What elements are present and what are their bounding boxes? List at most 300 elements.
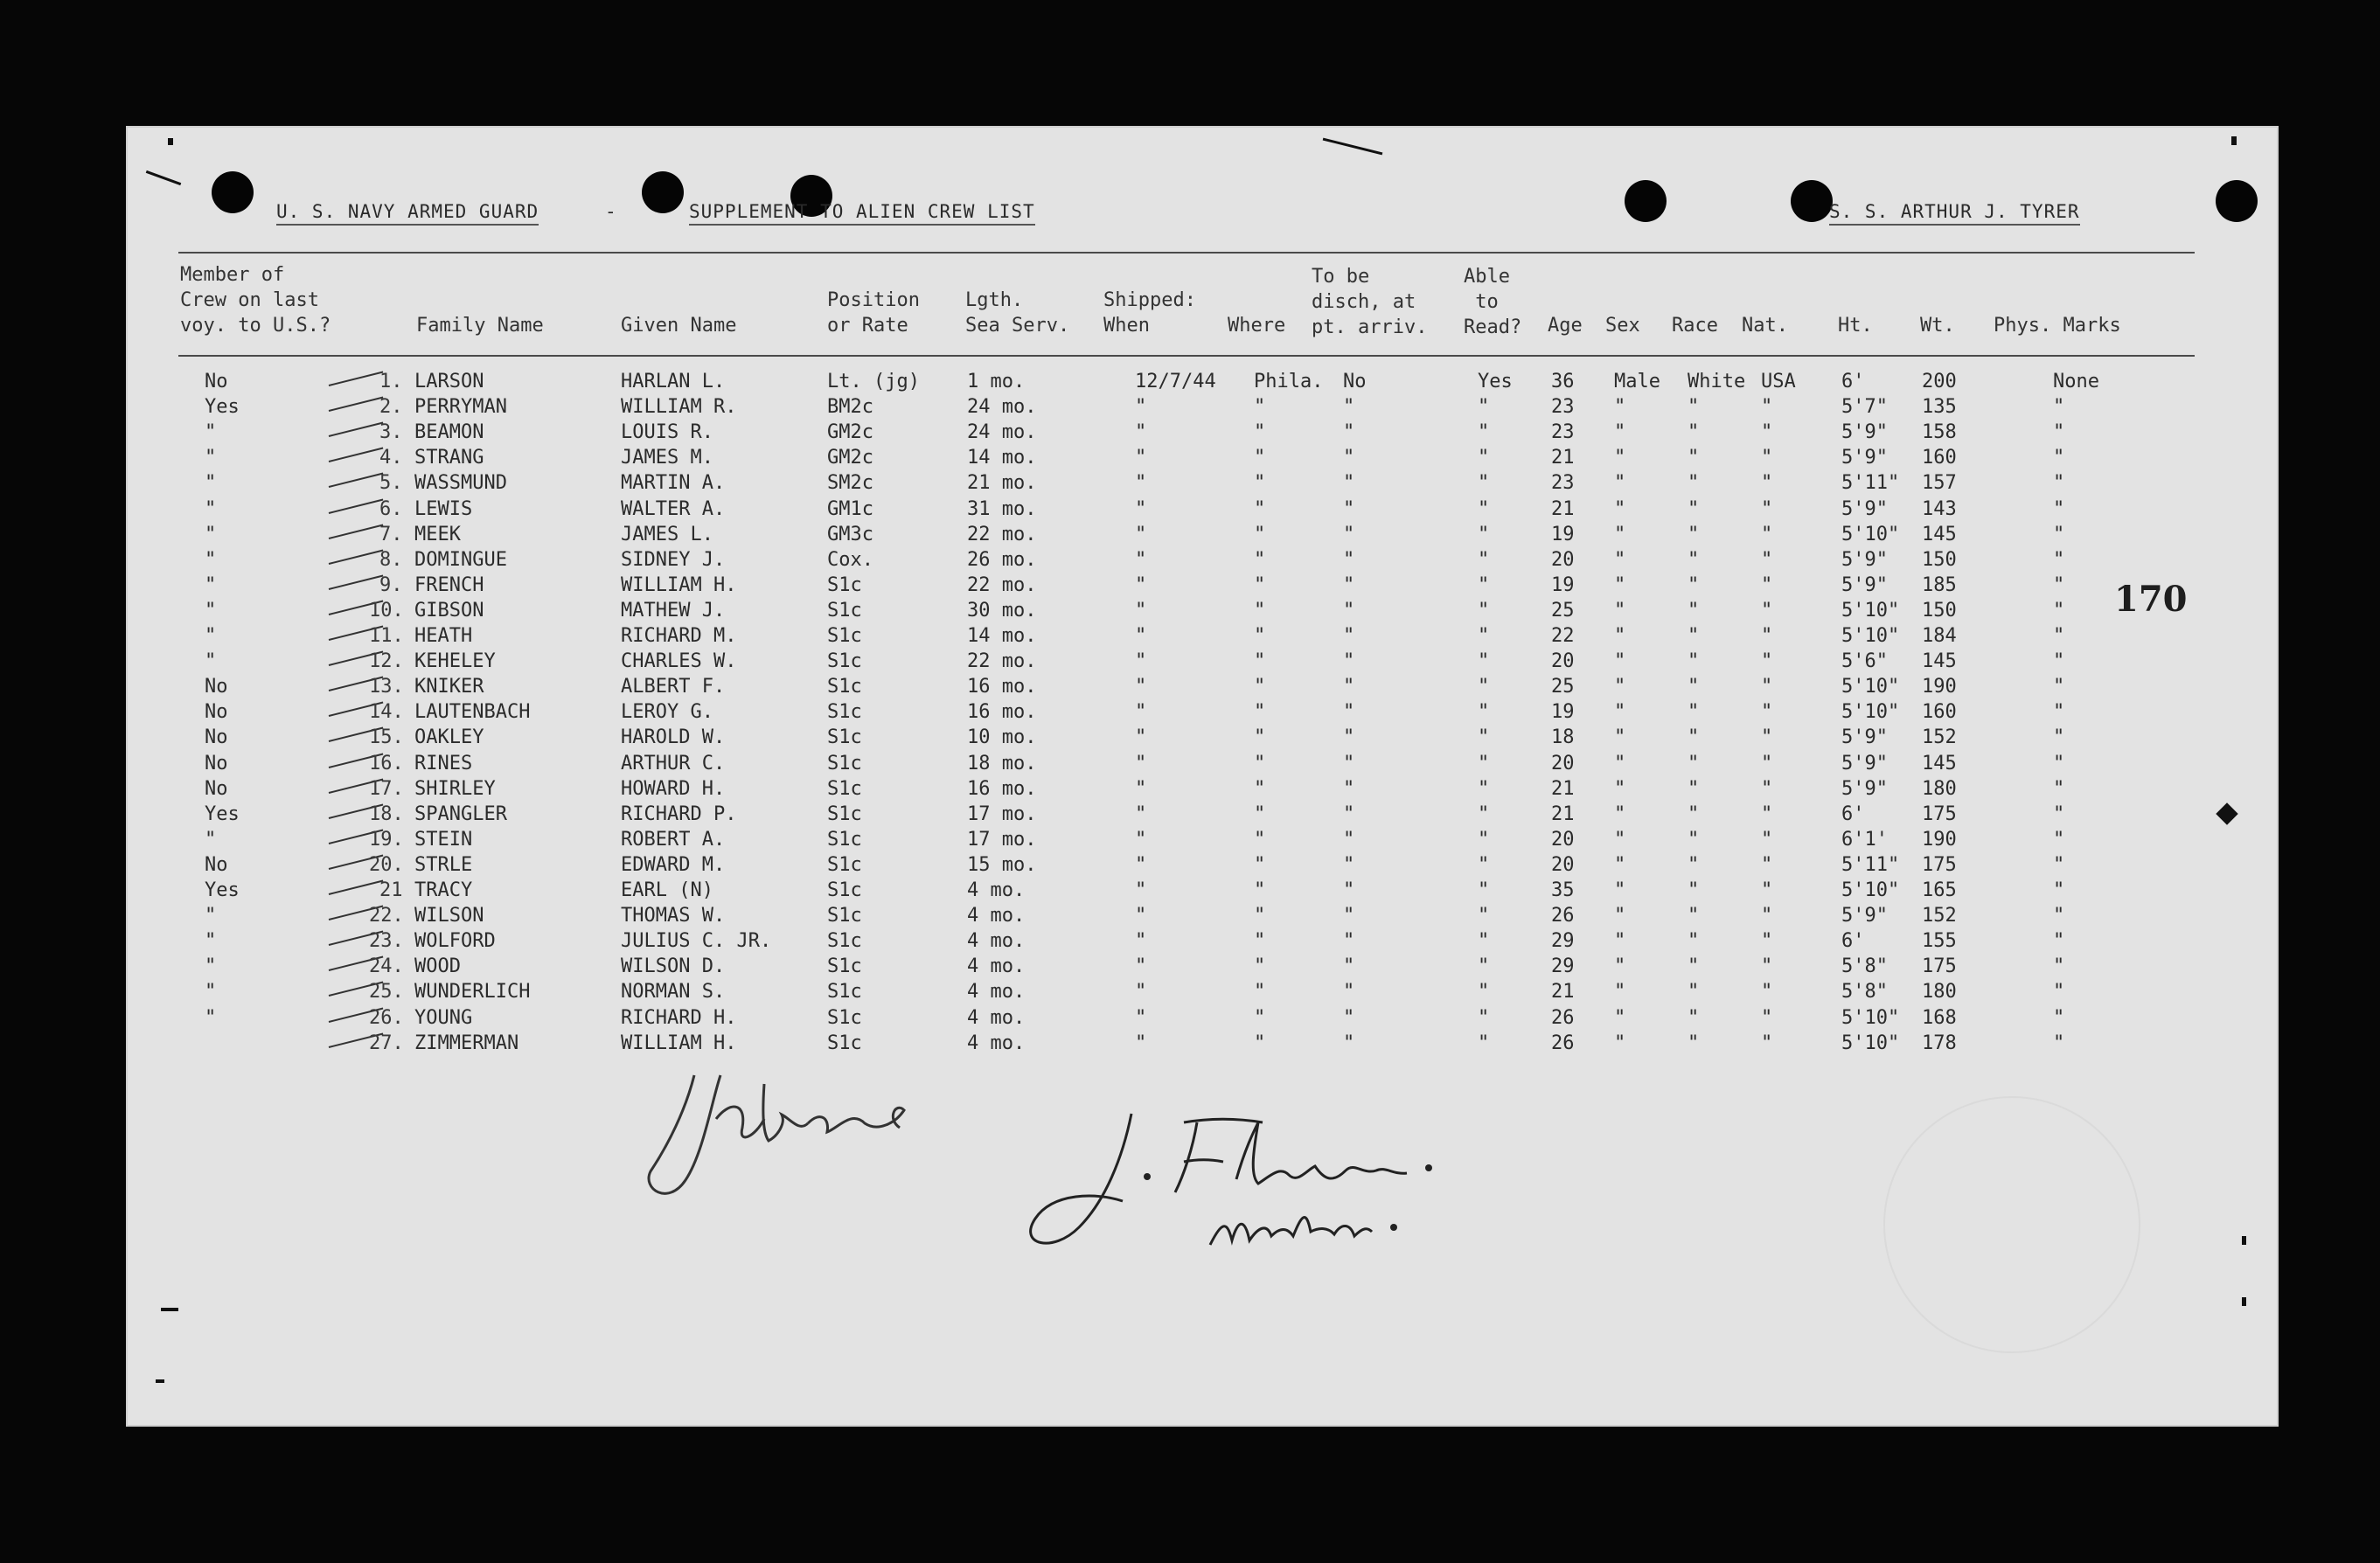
row-number: 6. (379, 498, 403, 520)
cell-nat: " (1761, 574, 1773, 596)
col-disch: To be disch, at pt. arriv. (1312, 266, 1428, 338)
cell-nat: " (1761, 753, 1773, 775)
cell-where: " (1254, 726, 1266, 748)
cell-given: MATHEW J. (621, 600, 726, 622)
header-right-text: S. S. ARTHUR J. TYRER (1829, 201, 2080, 226)
cell-when: " (1135, 447, 1147, 469)
cell-marks: " (2053, 879, 2065, 901)
cell-member: No (205, 676, 228, 698)
cell-race: " (1688, 421, 1700, 443)
cell-read: " (1478, 930, 1490, 952)
cell-given: LOUIS R. (621, 421, 713, 443)
cell-where: " (1254, 472, 1266, 494)
table-row (126, 447, 2279, 472)
row-number: 20. (369, 854, 404, 876)
cell-age: 29 (1551, 955, 1575, 977)
cell-wt: 178 (1922, 1032, 1957, 1054)
cell-read: " (1478, 447, 1490, 469)
cell-position: S1c (827, 753, 862, 775)
cell-age: 25 (1551, 676, 1575, 698)
cell-age: 20 (1551, 753, 1575, 775)
cell-nat: " (1761, 549, 1773, 571)
cell-where: " (1254, 421, 1266, 443)
cell-length: 1 mo. (967, 371, 1026, 392)
cell-sex: " (1614, 905, 1626, 927)
cell-given: WILLIAM H. (621, 1032, 737, 1054)
cell-age: 26 (1551, 905, 1575, 927)
cell-read: " (1478, 421, 1490, 443)
table-row (126, 650, 2279, 676)
cell-when: " (1135, 650, 1147, 672)
cell-read: " (1478, 778, 1490, 800)
cell-position: S1c (827, 981, 862, 1003)
cell-sex: " (1614, 472, 1626, 494)
cell-marks: " (2053, 574, 2065, 596)
cell-position: GM2c (827, 421, 873, 443)
cell-nat: " (1761, 447, 1773, 469)
cell-where: " (1254, 498, 1266, 520)
cell-read: " (1478, 726, 1490, 748)
cell-read: " (1478, 524, 1490, 545)
cell-position: SM2c (827, 472, 873, 494)
row-number: 2. (379, 396, 403, 418)
cell-disch: " (1343, 396, 1355, 418)
table-row (126, 676, 2279, 701)
cell-position: S1c (827, 701, 862, 723)
row-number: 25. (369, 981, 404, 1003)
cell-where: " (1254, 829, 1266, 851)
cell-length: 15 mo. (967, 854, 1037, 876)
cell-member: " (205, 981, 217, 1003)
cell-length: 4 mo. (967, 1032, 1026, 1054)
cell-nat: " (1761, 1007, 1773, 1029)
cell-ht: 5'10" (1841, 1032, 1900, 1054)
cell-family: BEAMON (414, 421, 484, 443)
table-row (126, 1032, 2279, 1058)
cell-ht: 5'10" (1841, 676, 1900, 698)
cell-wt: 160 (1922, 701, 1957, 723)
table-row (126, 753, 2279, 778)
header-left-text: U. S. NAVY ARMED GUARD (276, 201, 539, 226)
cell-race: " (1688, 829, 1700, 851)
cell-ht: 5'9" (1841, 549, 1888, 571)
cell-where: " (1254, 778, 1266, 800)
cell-race: " (1688, 396, 1700, 418)
cell-age: 18 (1551, 726, 1575, 748)
cell-marks: " (2053, 447, 2065, 469)
officer-signature (633, 1049, 913, 1224)
cell-wt: 175 (1922, 803, 1957, 825)
cell-race: " (1688, 1032, 1700, 1054)
row-number: 15. (369, 726, 404, 748)
cell-when: " (1135, 498, 1147, 520)
cell-member: No (205, 371, 228, 392)
cell-family: PERRYMAN (414, 396, 507, 418)
cell-disch: " (1343, 676, 1355, 698)
cell-member: " (205, 955, 217, 977)
cell-ht: 5'9" (1841, 753, 1888, 775)
cell-member: " (205, 549, 217, 571)
cell-length: 17 mo. (967, 803, 1037, 825)
cell-where: " (1254, 753, 1266, 775)
cell-position: BM2c (827, 396, 873, 418)
cell-ht: 5'9" (1841, 778, 1888, 800)
row-number: 13. (369, 676, 404, 698)
cell-family: TRACY (414, 879, 473, 901)
cell-race: " (1688, 498, 1700, 520)
cell-age: 23 (1551, 396, 1575, 418)
table-row (126, 498, 2279, 524)
cell-age: 21 (1551, 447, 1575, 469)
cell-member: No (205, 854, 228, 876)
cell-race: " (1688, 753, 1700, 775)
cell-race: " (1688, 676, 1700, 698)
cell-nat: " (1761, 854, 1773, 876)
table-row (126, 472, 2279, 497)
cell-nat: " (1761, 930, 1773, 952)
cell-marks: None (2053, 371, 2099, 392)
table-row (126, 879, 2279, 905)
cell-ht: 5'8" (1841, 955, 1888, 977)
cell-age: 26 (1551, 1007, 1575, 1029)
cell-nat: " (1761, 955, 1773, 977)
cell-sex: " (1614, 498, 1626, 520)
cell-member: " (205, 930, 217, 952)
cell-wt: 185 (1922, 574, 1957, 596)
col-length: Lgth. Sea Serv. (965, 289, 1070, 337)
row-number: 8. (379, 549, 403, 571)
check-mark (329, 550, 384, 565)
cell-disch: " (1343, 574, 1355, 596)
cell-member: Yes (205, 879, 240, 901)
cell-position: Cox. (827, 549, 873, 571)
cell-length: 14 mo. (967, 447, 1037, 469)
faint-stamp (1883, 1096, 2140, 1353)
document-sheet (126, 126, 2279, 1427)
cell-length: 22 mo. (967, 650, 1037, 672)
cell-read: " (1478, 1007, 1490, 1029)
cell-position: GM3c (827, 524, 873, 545)
cell-nat: " (1761, 676, 1773, 698)
cell-race: " (1688, 1007, 1700, 1029)
table-row (126, 371, 2279, 396)
cell-disch: " (1343, 726, 1355, 748)
cell-member: " (205, 600, 217, 622)
cell-ht: 5'7" (1841, 396, 1888, 418)
cell-marks: " (2053, 676, 2065, 698)
cell-nat: " (1761, 701, 1773, 723)
cell-marks: " (2053, 524, 2065, 545)
cell-read: " (1478, 753, 1490, 775)
cell-length: 24 mo. (967, 396, 1037, 418)
cell-sex: " (1614, 574, 1626, 596)
cell-length: 16 mo. (967, 676, 1037, 698)
cell-marks: " (2053, 726, 2065, 748)
cell-wt: 180 (1922, 778, 1957, 800)
cell-marks: " (2053, 905, 2065, 927)
cell-race: " (1688, 650, 1700, 672)
cell-sex: " (1614, 1007, 1626, 1029)
cell-age: 29 (1551, 930, 1575, 952)
cell-when: " (1135, 1007, 1147, 1029)
cell-read: " (1478, 676, 1490, 698)
cell-ht: 5'9" (1841, 421, 1888, 443)
cell-ht: 6' (1841, 371, 1865, 392)
cell-read: " (1478, 701, 1490, 723)
check-mark (329, 422, 384, 437)
cell-ht: 5'10" (1841, 701, 1900, 723)
cell-member: " (205, 650, 217, 672)
cell-age: 21 (1551, 498, 1575, 520)
table-row (126, 930, 2279, 955)
table-row (126, 421, 2279, 447)
cell-nat: " (1761, 524, 1773, 545)
table-row (126, 625, 2279, 650)
cell-read: " (1478, 472, 1490, 494)
cell-race: " (1688, 472, 1700, 494)
cell-disch: " (1343, 981, 1355, 1003)
cell-length: 22 mo. (967, 524, 1037, 545)
cell-where: " (1254, 905, 1266, 927)
cell-age: 20 (1551, 549, 1575, 571)
table-row (126, 396, 2279, 421)
cell-read: " (1478, 650, 1490, 672)
col-read: Able to Read? (1464, 266, 1522, 338)
cell-race: " (1688, 701, 1700, 723)
cell-wt: 145 (1922, 650, 1957, 672)
cell-disch: " (1343, 600, 1355, 622)
cell-member: " (205, 498, 217, 520)
cell-where: " (1254, 396, 1266, 418)
cell-wt: 175 (1922, 955, 1957, 977)
cell-disch: No (1343, 371, 1367, 392)
cell-family: WOOD (414, 955, 461, 977)
cell-ht: 5'10" (1841, 879, 1900, 901)
cell-family: SPANGLER (414, 803, 507, 825)
table-row (126, 701, 2279, 726)
cell-nat: " (1761, 726, 1773, 748)
cell-read: " (1478, 625, 1490, 647)
cell-sex: " (1614, 955, 1626, 977)
cell-family: ZIMMERMAN (414, 1032, 519, 1054)
cell-where: " (1254, 574, 1266, 596)
cell-age: 26 (1551, 1032, 1575, 1054)
cell-family: STEIN (414, 829, 473, 851)
cell-disch: " (1343, 524, 1355, 545)
col-race: Race (1672, 315, 1718, 337)
cell-length: 4 mo. (967, 905, 1026, 927)
cell-age: 36 (1551, 371, 1575, 392)
cell-wt: 190 (1922, 829, 1957, 851)
cell-ht: 5'9" (1841, 447, 1888, 469)
cell-age: 21 (1551, 778, 1575, 800)
cell-wt: 175 (1922, 854, 1957, 876)
cell-age: 19 (1551, 574, 1575, 596)
cell-sex: " (1614, 650, 1626, 672)
cell-read: " (1478, 803, 1490, 825)
cell-disch: " (1343, 421, 1355, 443)
cell-given: JAMES L. (621, 524, 713, 545)
cell-length: 4 mo. (967, 930, 1026, 952)
cell-given: EDWARD M. (621, 854, 726, 876)
row-number: 19. (369, 829, 404, 851)
cell-ht: 5'10" (1841, 600, 1900, 622)
cell-age: 20 (1551, 650, 1575, 672)
table-row (126, 905, 2279, 930)
cell-sex: " (1614, 549, 1626, 571)
cell-given: ALBERT F. (621, 676, 726, 698)
cell-family: LAUTENBACH (414, 701, 531, 723)
cell-race: " (1688, 447, 1700, 469)
cell-disch: " (1343, 1007, 1355, 1029)
cell-nat: " (1761, 498, 1773, 520)
cell-position: S1c (827, 650, 862, 672)
cell-read: " (1478, 549, 1490, 571)
cell-position: S1c (827, 905, 862, 927)
row-number: 17. (369, 778, 404, 800)
cell-nat: " (1761, 421, 1773, 443)
cell-family: HEATH (414, 625, 473, 647)
cell-race: " (1688, 803, 1700, 825)
row-number: 7. (379, 524, 403, 545)
cell-race: " (1688, 854, 1700, 876)
cell-age: 23 (1551, 472, 1575, 494)
cell-disch: " (1343, 549, 1355, 571)
col-nat: Nat. (1742, 315, 1788, 337)
col-age: Age (1548, 315, 1583, 337)
cell-sex: Male (1614, 371, 1660, 392)
table-row (126, 574, 2279, 600)
table-row (126, 1007, 2279, 1032)
cell-family: GIBSON (414, 600, 484, 622)
cell-ht: 5'10" (1841, 524, 1900, 545)
cell-position: S1c (827, 829, 862, 851)
row-number: 23. (369, 930, 404, 952)
row-number: 26. (369, 1007, 404, 1029)
cell-when: " (1135, 549, 1147, 571)
cell-length: 30 mo. (967, 600, 1037, 622)
cell-given: EARL (N) (621, 879, 713, 901)
cell-marks: " (2053, 955, 2065, 977)
cell-race: " (1688, 600, 1700, 622)
col-sex: Sex (1605, 315, 1640, 337)
row-number: 1. (379, 371, 403, 392)
check-mark (329, 473, 384, 488)
cell-member: " (205, 905, 217, 927)
cell-race: " (1688, 955, 1700, 977)
cell-disch: " (1343, 625, 1355, 647)
cell-given: ARTHUR C. (621, 753, 726, 775)
row-number: 27. (369, 1032, 404, 1054)
cell-given: WILLIAM R. (621, 396, 737, 418)
cell-disch: " (1343, 1032, 1355, 1054)
cell-position: S1c (827, 625, 862, 647)
cell-sex: " (1614, 879, 1626, 901)
cell-where: " (1254, 676, 1266, 698)
cell-given: CHARLES W. (621, 650, 737, 672)
cell-where: " (1254, 981, 1266, 1003)
cell-nat: " (1761, 1032, 1773, 1054)
cell-nat: " (1761, 600, 1773, 622)
cell-family: KNIKER (414, 676, 484, 698)
cell-member: " (205, 625, 217, 647)
cell-sex: " (1614, 625, 1626, 647)
cell-disch: " (1343, 778, 1355, 800)
cell-read: " (1478, 600, 1490, 622)
col-family: Family Name (416, 315, 544, 337)
cell-position: S1c (827, 600, 862, 622)
cell-sex: " (1614, 829, 1626, 851)
table-row (126, 549, 2279, 574)
cell-nat: " (1761, 803, 1773, 825)
cell-race: " (1688, 726, 1700, 748)
cell-race: " (1688, 549, 1700, 571)
cell-disch: " (1343, 854, 1355, 876)
cell-sex: " (1614, 676, 1626, 698)
cell-read: " (1478, 498, 1490, 520)
cell-read: " (1478, 1032, 1490, 1054)
cell-race: " (1688, 574, 1700, 596)
cell-age: 19 (1551, 524, 1575, 545)
cell-age: 22 (1551, 625, 1575, 647)
cell-wt: 135 (1922, 396, 1957, 418)
cell-where: " (1254, 803, 1266, 825)
cell-nat: " (1761, 829, 1773, 851)
cell-where: " (1254, 930, 1266, 952)
cell-position: GM2c (827, 447, 873, 469)
cell-length: 31 mo. (967, 498, 1037, 520)
cell-length: 4 mo. (967, 981, 1026, 1003)
table-row (126, 524, 2279, 549)
check-mark (329, 372, 384, 386)
cell-read: " (1478, 854, 1490, 876)
cell-position: S1c (827, 1032, 862, 1054)
cell-disch: " (1343, 447, 1355, 469)
cell-sex: " (1614, 753, 1626, 775)
cell-when: " (1135, 574, 1147, 596)
check-mark (329, 499, 384, 514)
cell-family: WOLFORD (414, 930, 496, 952)
cell-family: WASSMUND (414, 472, 507, 494)
cell-marks: " (2053, 930, 2065, 952)
cell-marks: " (2053, 549, 2065, 571)
cell-length: 26 mo. (967, 549, 1037, 571)
cell-given: HAROLD W. (621, 726, 726, 748)
cell-marks: " (2053, 650, 2065, 672)
cell-marks: " (2053, 421, 2065, 443)
cell-family: KEHELEY (414, 650, 496, 672)
cell-when: " (1135, 676, 1147, 698)
cell-length: 4 mo. (967, 879, 1026, 901)
cell-ht: 5'11" (1841, 854, 1900, 876)
cell-member: " (205, 421, 217, 443)
cell-nat: " (1761, 981, 1773, 1003)
col-marks: Phys. Marks (1994, 315, 2121, 337)
cell-given: SIDNEY J. (621, 549, 726, 571)
cell-wt: 150 (1922, 549, 1957, 571)
cell-ht: 5'9" (1841, 726, 1888, 748)
cell-where: " (1254, 879, 1266, 901)
cell-member: No (205, 701, 228, 723)
cell-when: " (1135, 981, 1147, 1003)
cell-where: Phila. (1254, 371, 1324, 392)
check-mark (329, 448, 384, 462)
cell-sex: " (1614, 447, 1626, 469)
cell-marks: " (2053, 1007, 2065, 1029)
cell-given: RICHARD M. (621, 625, 737, 647)
cell-length: 24 mo. (967, 421, 1037, 443)
table-row (126, 829, 2279, 854)
